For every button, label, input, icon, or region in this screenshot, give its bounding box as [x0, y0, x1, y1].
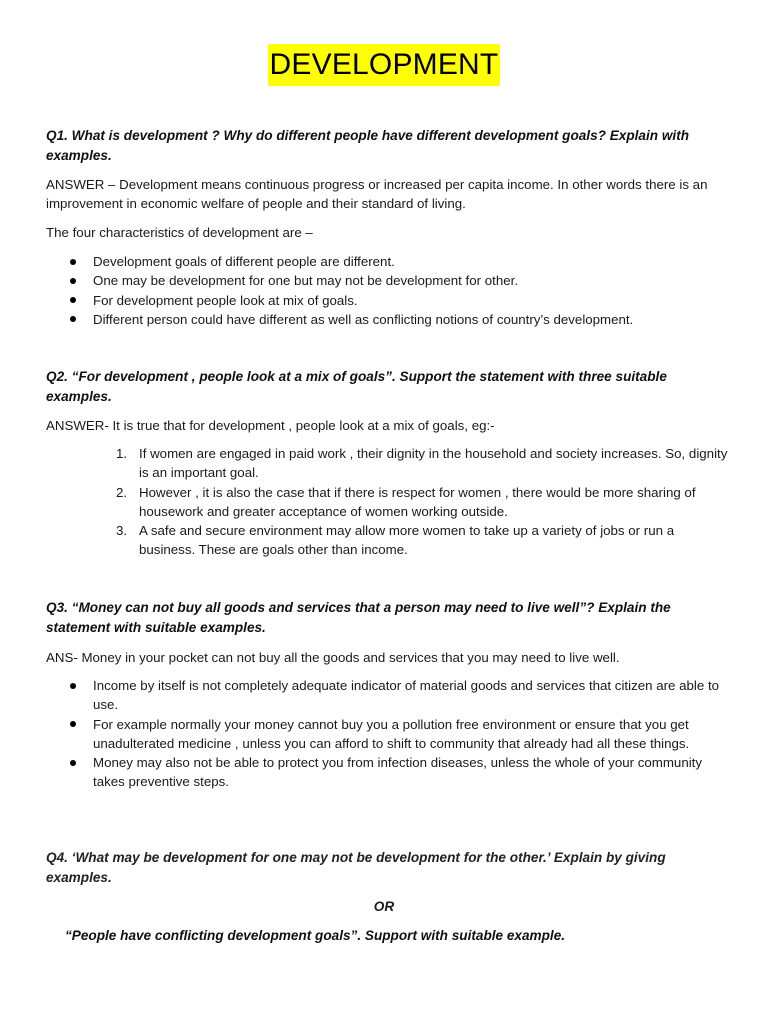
- list-item-text: One may be development for one but may not be development for other.: [93, 273, 519, 289]
- q2-question: Q2. “For development , people look at a mix of goals”. Support the statement with three suitable examples.: [46, 369, 667, 404]
- q3-answer: ANS- Money in your pocket can not buy all the goods and services that you may need to live well.: [46, 650, 620, 665]
- list-item: [46, 676, 726, 715]
- q1-answer: ANSWER – Development means continuous progress or increased per capita income. In other words there is an improvement in economic welfare of people and their standard of living.: [46, 177, 708, 211]
- list-item-text: Different person could have different as well as conflicting notions of country’s development.: [93, 311, 634, 327]
- bullet-icon: [70, 259, 76, 265]
- q1-bullet-list: [46, 252, 726, 329]
- list-item: [93, 444, 733, 483]
- list-item: [46, 753, 726, 792]
- q3-bullet-list: [46, 676, 726, 792]
- list-item: [46, 715, 726, 754]
- q4-alt-question: “People have conflicting development goals”. Support with suitable example.: [65, 928, 566, 943]
- list-item-text: However , it is also the case that if there is respect for women , there would be more sharing of housework and greater acceptance of women working outside.: [139, 484, 696, 519]
- list-item-text: If women are engaged in paid work , their dignity in the household and society increases. So, dignity is an important goal.: [139, 446, 728, 481]
- list-item: [46, 291, 726, 310]
- list-item-text: For development people look at mix of goals.: [93, 292, 358, 308]
- list-item-text: Income by itself is not completely adequate indicator of material goods and services that citizen are able to use.: [93, 678, 720, 713]
- list-item: [93, 521, 733, 560]
- q1-question: Q1. What is development ? Why do different people have different development goals? Explain with examples.: [46, 128, 690, 163]
- q2-answer: ANSWER- It is true that for development , people look at a mix of goals, eg:-: [46, 418, 495, 433]
- item-number: 1.: [116, 446, 128, 461]
- list-item-text: Development goals of different people are different.: [93, 254, 395, 269]
- item-number: 2.: [116, 484, 128, 500]
- q4-question: Q4. ‘What may be development for one may not be development for the other.’ Explain by giving examples.: [46, 850, 666, 885]
- q3-question: Q3. “Money can not buy all goods and services that a person may need to live well”? Explain the statement with suitable examples.: [46, 600, 671, 635]
- q2-numbered-list: [93, 444, 733, 560]
- list-item-text: For example normally your money cannot buy you a pollution free environment or ensure that you get unadulterated medicine , unless you can afford to shift to community that already had all these things.: [93, 716, 690, 751]
- title-block: [0, 44, 768, 86]
- item-number: 3.: [116, 523, 128, 539]
- list-item: [46, 252, 726, 271]
- bullet-icon: [70, 278, 76, 284]
- list-item-text: A safe and secure environment may allow more women to take up a variety of jobs or run a business. These are goals other than income.: [139, 523, 675, 558]
- bullet-icon: [70, 297, 76, 303]
- bullet-icon: [70, 316, 76, 322]
- page-title: DEVELOPMENT: [268, 44, 501, 86]
- list-item: [46, 271, 726, 290]
- or-separator: OR: [373, 899, 395, 914]
- bullet-icon: [70, 721, 76, 727]
- list-item: [46, 310, 726, 329]
- list-item-text: Money may also not be able to protect you from infection diseases, unless the whole of your community takes preventive steps.: [93, 755, 703, 790]
- list-item: [93, 483, 733, 522]
- bullet-icon: [70, 760, 76, 766]
- bullet-icon: [70, 683, 76, 689]
- q1-intro: The four characteristics of development are –: [46, 225, 313, 240]
